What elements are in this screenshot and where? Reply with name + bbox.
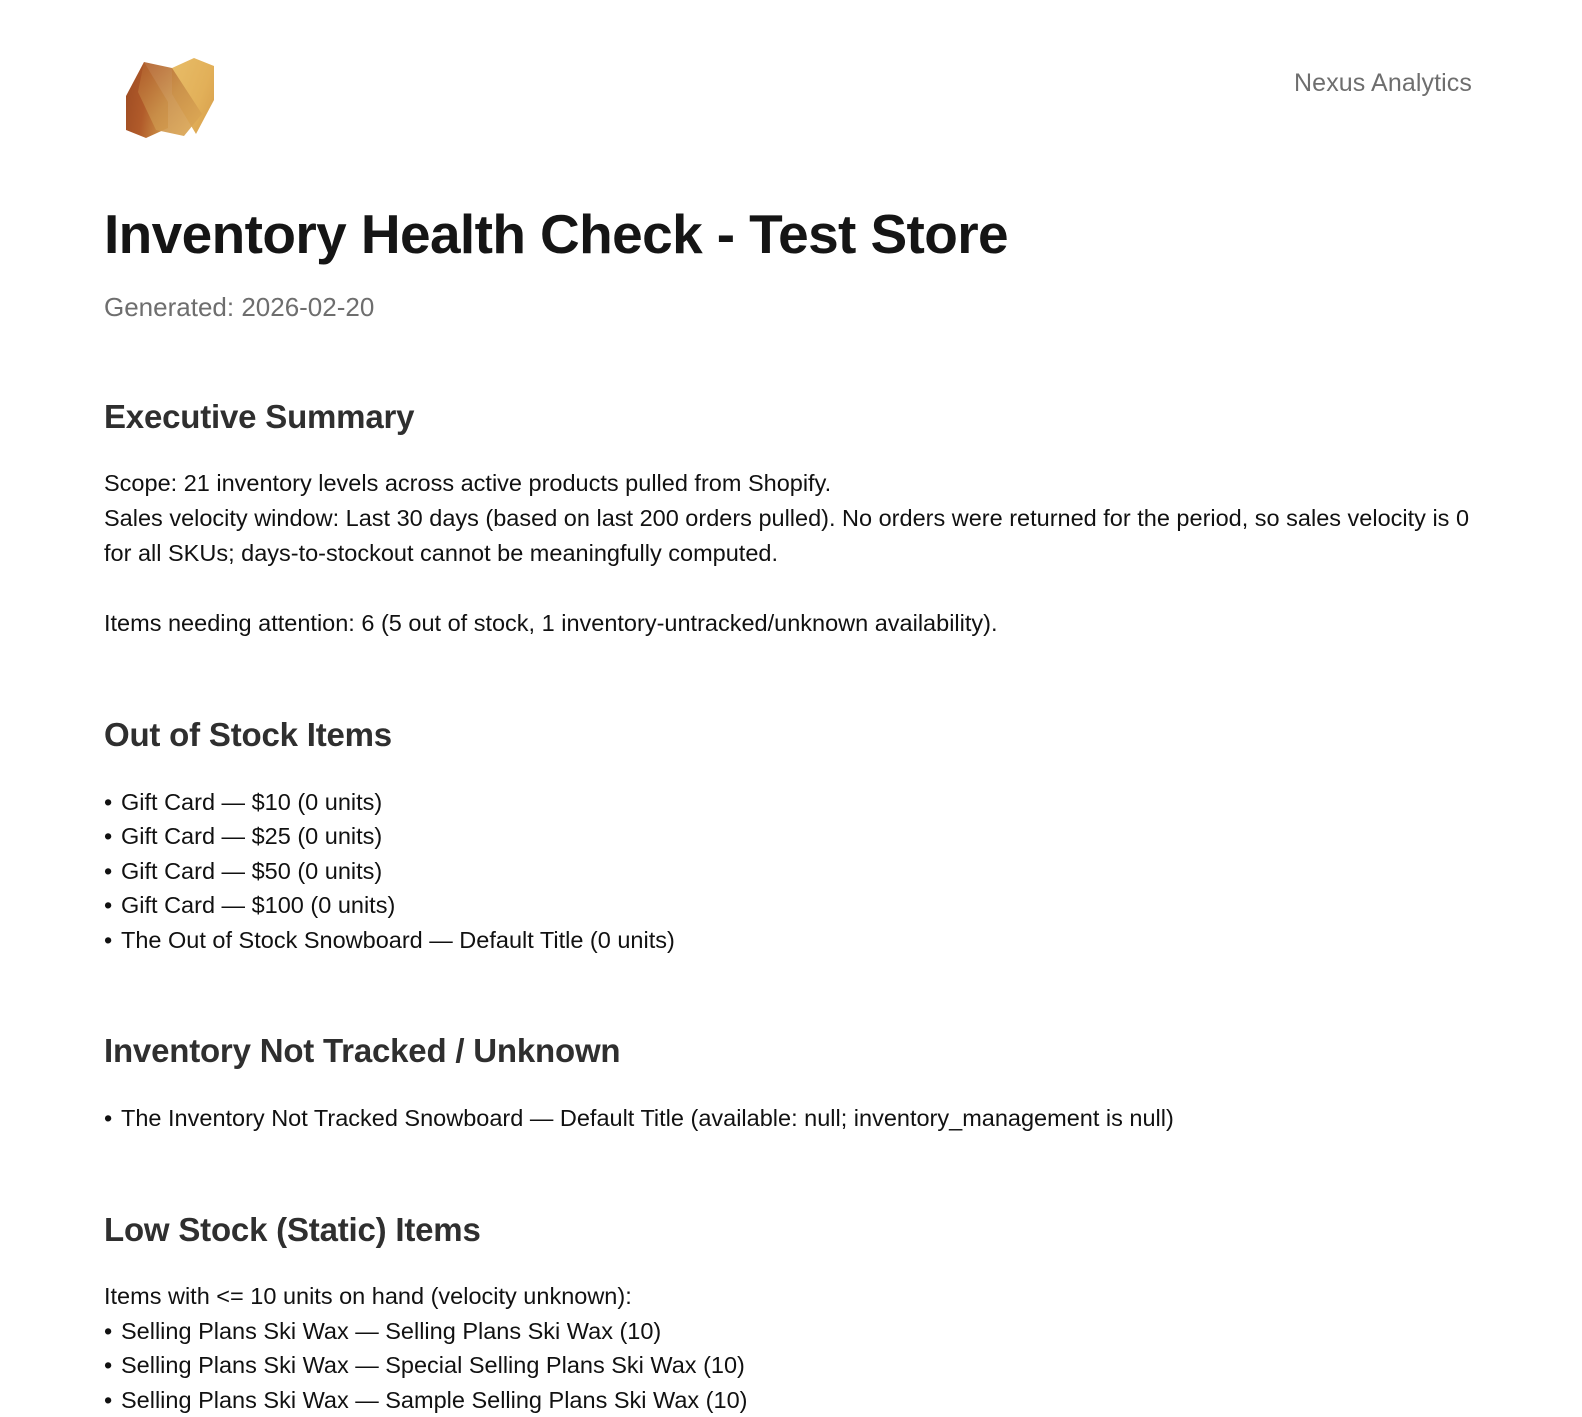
page-title: Inventory Health Check - Test Store bbox=[104, 203, 1009, 265]
section-executive-summary bbox=[104, 397, 1472, 642]
section-body-executive-summary bbox=[104, 466, 1472, 641]
list-item: • Gift Card — $100 (0 units) bbox=[104, 888, 1472, 923]
list-item: • The Inventory Not Tracked Snowboard — Default Title (available: null; inventory_management is null) bbox=[104, 1101, 1472, 1136]
section-title-out-of-stock-items: Out of Stock Items bbox=[104, 716, 392, 754]
low-stock-criteria-line: Items with <= 10 units on hand (velocity unknown): bbox=[104, 1283, 632, 1310]
section-title-inventory-not-tracked: Inventory Not Tracked / Unknown bbox=[104, 1032, 621, 1070]
summary-velocity-line: Sales velocity window: Last 30 days (based on last 200 orders pulled). No orders were returned for the period, so sales velocity is 0 for all SKUs; days-to-stockout cannot be meaningfully computed. bbox=[104, 505, 1470, 567]
list-item: • Gift Card — $50 (0 units) bbox=[104, 854, 1472, 889]
list-item: • Selling Plans Ski Wax — Special Selling Plans Ski Wax (10) bbox=[104, 1348, 1472, 1383]
list-item: • Gift Card — $25 (0 units) bbox=[104, 819, 1472, 854]
inventory-not-tracked-list bbox=[104, 1101, 1472, 1136]
section-body-low-stock-static-items bbox=[104, 1279, 1472, 1417]
summary-scope-line: Scope: 21 inventory levels across active products pulled from Shopify. bbox=[104, 470, 832, 497]
section-body-inventory-not-tracked bbox=[104, 1101, 1472, 1136]
low-stock-list bbox=[104, 1314, 1472, 1417]
list-item: • Selling Plans Ski Wax — Selling Plans Ski Wax (10) bbox=[104, 1314, 1472, 1349]
section-inventory-not-tracked bbox=[104, 1031, 1472, 1135]
nexus-n-logo-icon bbox=[122, 52, 218, 144]
document-header bbox=[104, 0, 1472, 152]
section-out-of-stock-items bbox=[104, 715, 1472, 957]
generated-date: Generated: 2026-02-20 bbox=[104, 291, 375, 322]
brand-name: Nexus Analytics bbox=[1294, 69, 1472, 97]
list-item: • The Out of Stock Snowboard — Default Title (0 units) bbox=[104, 923, 1472, 958]
section-title-executive-summary: Executive Summary bbox=[104, 397, 415, 435]
list-item: • Gift Card — $10 (0 units) bbox=[104, 785, 1472, 820]
section-low-stock-static-items bbox=[104, 1210, 1472, 1417]
out-of-stock-list bbox=[104, 785, 1472, 958]
section-title-low-stock-static-items: Low Stock (Static) Items bbox=[104, 1210, 481, 1248]
list-item: • Selling Plans Ski Wax — Sample Selling Plans Ski Wax (10) bbox=[104, 1383, 1472, 1417]
summary-attention-line: Items needing attention: 6 (5 out of stock, 1 inventory-untracked/unknown availability). bbox=[104, 610, 998, 637]
section-body-out-of-stock-items bbox=[104, 785, 1472, 958]
